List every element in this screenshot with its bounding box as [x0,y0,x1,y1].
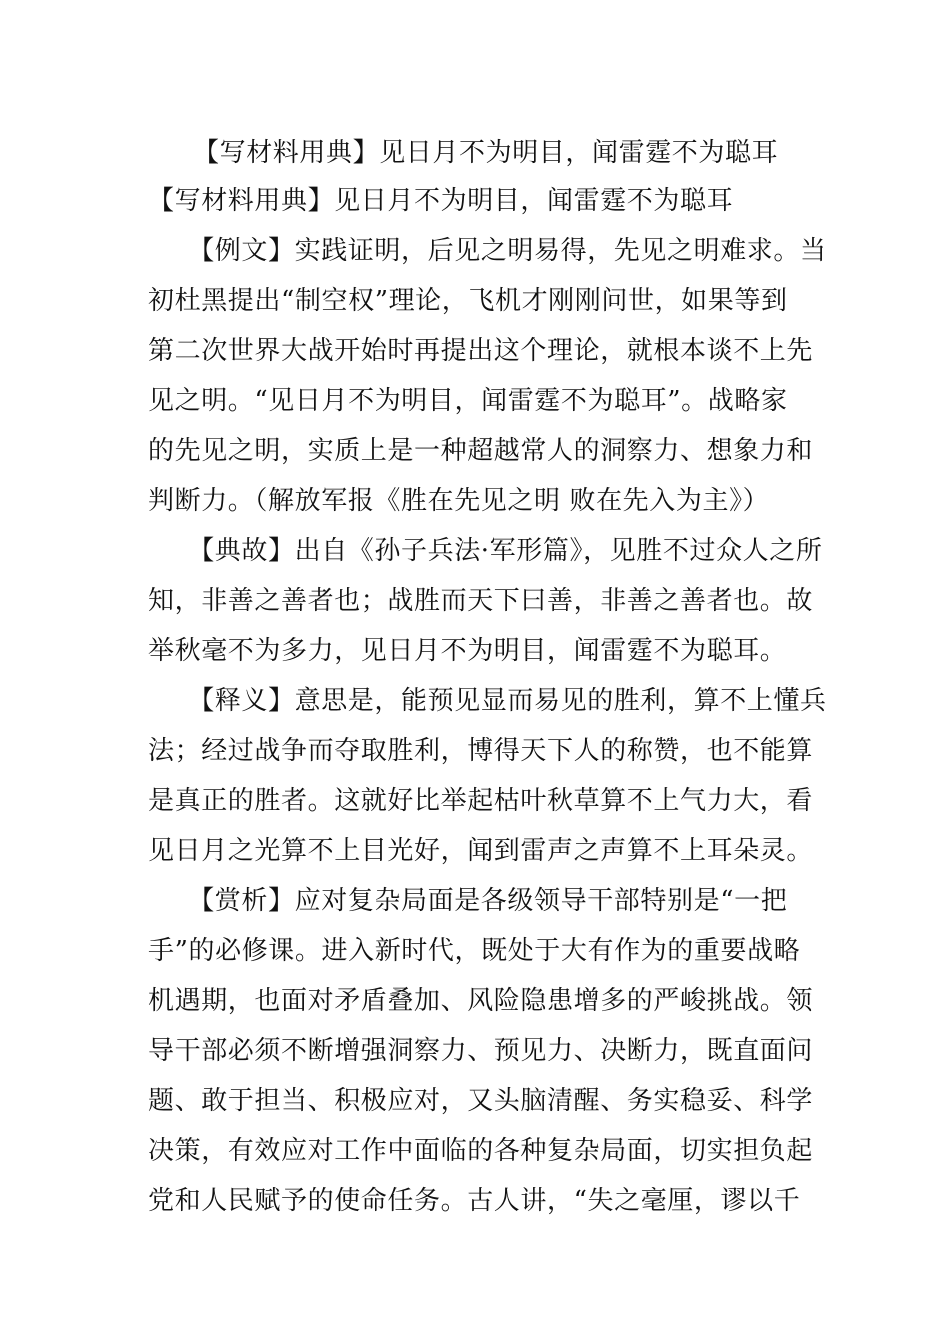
text-line: 的先见之明，实质上是一种超越常人的洞察力、想象力和 [148,436,814,466]
text-line: 决策，有效应对工作中面临的各种复杂局面，切实担负起 [148,1136,814,1166]
text-line: 【赏析】应对复杂局面是各级领导干部特别是“一把 [148,886,788,916]
text-line: 【释义】意思是，能预见显而易见的胜利，算不上懂兵 [148,686,827,716]
text-line: 见日月之光算不上目光好，闻到雷声之声算不上耳朵灵。 [148,836,814,866]
text-line: 导干部必须不断增强洞察力、预见力、决断力，既直面问 [148,1036,814,1066]
text-line: 【写材料用典】见日月不为明目，闻雷霆不为聪耳 [148,186,734,216]
text-line: 党和人民赋予的使命任务。古人讲，“失之毫厘，谬以千 [148,1186,801,1216]
text-line: 手”的必修课。进入新时代，既处于大有作为的重要战略 [148,936,801,966]
text-line: 法；经过战争而夺取胜利，博得天下人的称赞，也不能算 [148,736,814,766]
text-line: 【例文】实践证明，后见之明易得，先见之明难求。当 [148,236,827,266]
text-line: 机遇期，也面对矛盾叠加、风险隐患增多的严峻挑战。领 [148,986,814,1016]
text-line: 举秋毫不为多力，见日月不为明目，闻雷霆不为聪耳。 [148,636,787,666]
text-line: 题、敢于担当、积极应对，又头脑清醒、务实稳妥、科学 [148,1086,814,1116]
text-line: 是真正的胜者。这就好比举起枯叶秋草算不上气力大，看 [148,786,814,816]
text-line: 【典故】出自《孙子兵法·军形篇》，见胜不过众人之所 [148,536,823,566]
text-line: 知，非善之善者也；战胜而天下曰善，非善之善者也。故 [148,586,814,616]
text-line: 第二次世界大战开始时再提出这个理论，就根本谈不上先 [148,336,814,366]
text-line: 判断力。（解放军报《胜在先见之明 败在先入为主》） [148,486,770,516]
text-line: 初杜黑提出“制空权”理论，飞机才刚刚问世，如果等到 [148,286,788,316]
document-title: 【写材料用典】见日月不为明目，闻雷霆不为聪耳 [193,138,779,168]
text-line: 见之明。“见日月不为明目，闻雷霆不为聪耳”。战略家 [148,386,788,416]
